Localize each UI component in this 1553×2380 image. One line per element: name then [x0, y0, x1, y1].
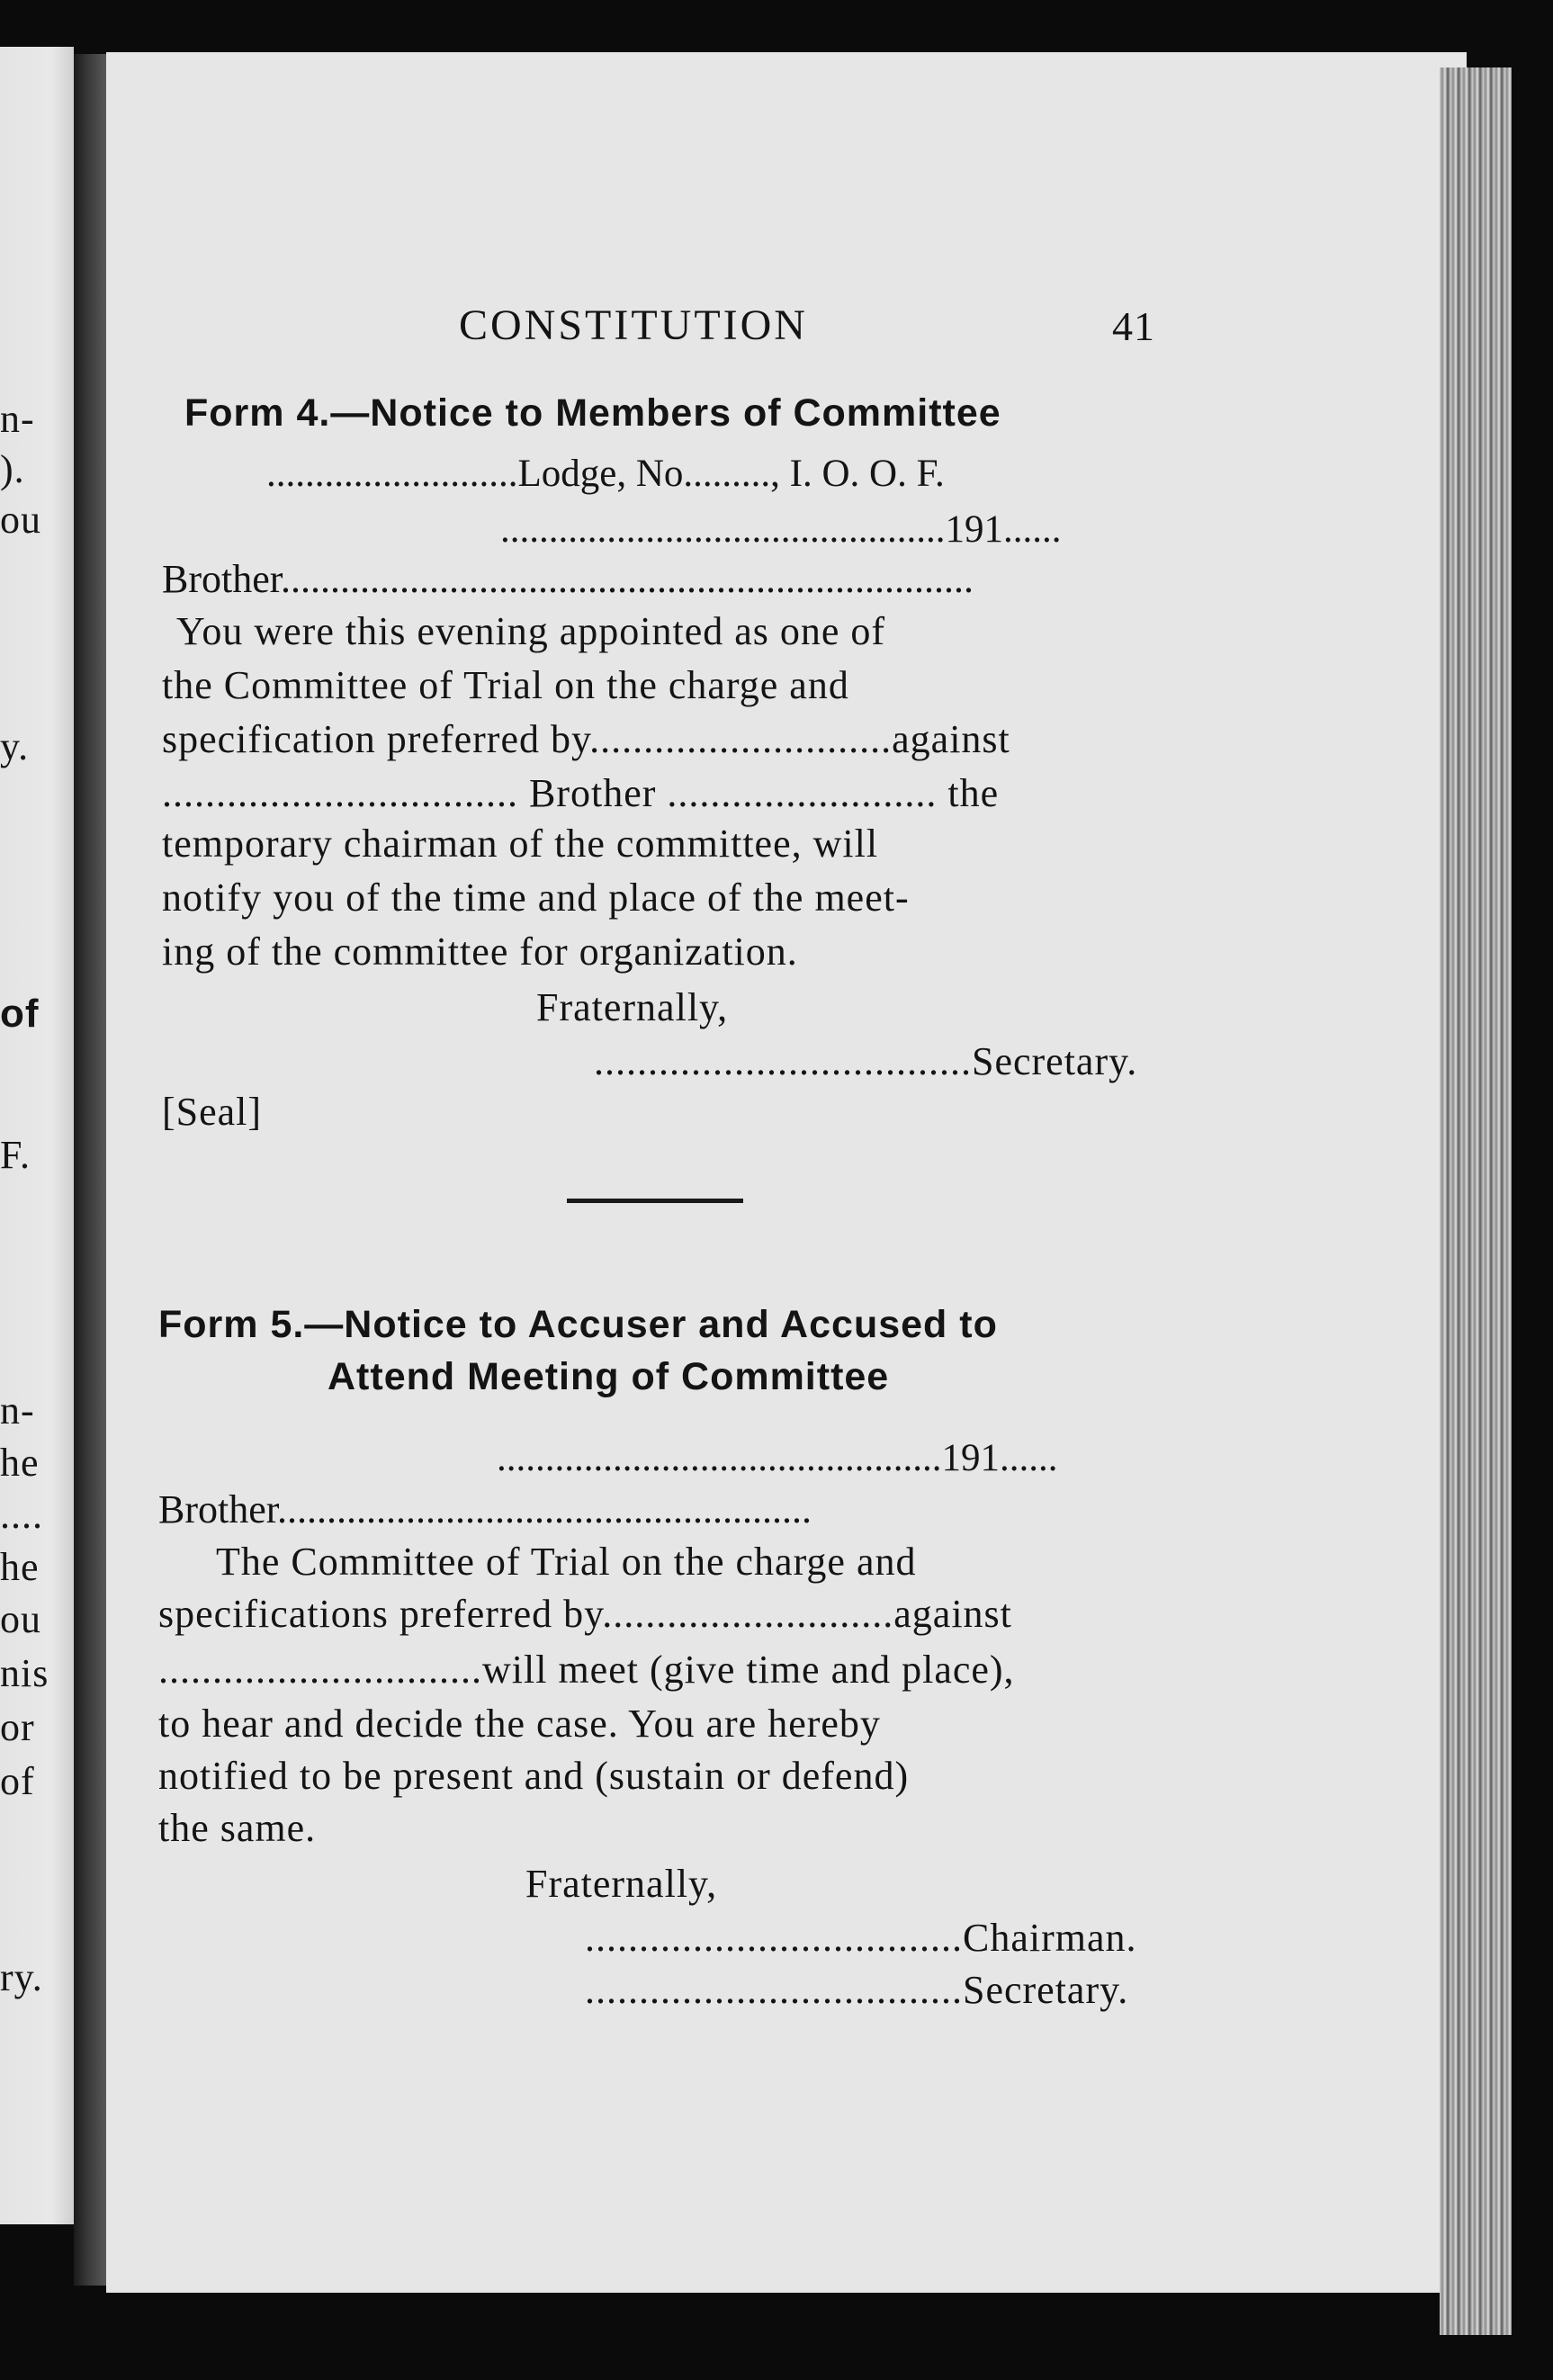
form5-body-line: specifications preferred by...........................against [158, 1592, 1012, 1636]
form4-seal: [Seal] [162, 1090, 263, 1134]
page-edge [1440, 67, 1512, 2335]
left-page-text: F. [0, 1133, 31, 1177]
left-page-text: of [0, 992, 40, 1036]
form5-body-line: notified to be present and (sustain or defend) [158, 1754, 910, 1798]
left-page-text: or [0, 1705, 35, 1749]
form5-body-line: to hear and decide the case. You are hereby [158, 1702, 881, 1746]
form4-lodge-line: ..........................Lodge, No........., I. O. O. F. [266, 453, 945, 495]
left-page-fragment [0, 47, 74, 2224]
form4-body-line: You were this evening appointed as one of [176, 609, 886, 653]
form5-body-line: the same. [158, 1806, 317, 1850]
left-page-text: n- [0, 1388, 35, 1432]
left-page-text: ou [0, 1597, 41, 1641]
left-page-text: y. [0, 724, 30, 768]
left-page-text: he [0, 1441, 40, 1485]
form5-body-line: The Committee of Trial on the charge and [216, 1540, 917, 1584]
left-page-text: nis [0, 1651, 49, 1695]
left-page-text: ). [0, 447, 25, 491]
form4-body-line: specification preferred by............................against [162, 717, 1010, 761]
form4-heading: Form 4.—Notice to Members of Committee [184, 391, 1001, 435]
form5-closing: Fraternally, [525, 1862, 718, 1906]
left-page-text: n- [0, 397, 35, 441]
form4-body-line: notify you of the time and place of the meet- [162, 876, 910, 920]
book-gutter [74, 54, 110, 2286]
running-head-title: CONSTITUTION [459, 301, 808, 349]
form5-salutation: Brother...................................................... [158, 1487, 812, 1531]
left-page-text: .... [0, 1493, 43, 1537]
form4-body-line: ing of the committee for organization. [162, 930, 798, 974]
form5-heading-line1: Form 5.—Notice to Accuser and Accused to [158, 1303, 998, 1346]
form5-signature-chairman: ...................................Chairman. [585, 1916, 1137, 1960]
page-edge-shadow [1512, 54, 1553, 2380]
form4-body-line: the Committee of Trial on the charge and [162, 663, 849, 707]
form4-body-line: ................................. Brother ......................... the [162, 771, 1000, 815]
page-number: 41 [1112, 303, 1155, 349]
form4-body-line: temporary chairman of the committee, will [162, 822, 879, 866]
form5-signature-secretary: ...................................Secretary. [585, 1968, 1129, 2012]
form5-body-line: ..............................will meet (give time and place), [158, 1648, 1015, 1692]
form5-heading-line2: Attend Meeting of Committee [328, 1355, 890, 1398]
left-page-text: of [0, 1759, 35, 1803]
section-divider [567, 1199, 743, 1203]
form4-closing: Fraternally, [536, 985, 729, 1029]
form4-salutation: Brother...................................................................... [162, 557, 974, 601]
left-page-text: he [0, 1545, 40, 1589]
form4-date-line: ..............................................191...... [500, 508, 1062, 551]
form5-date-line: ..............................................191...... [497, 1437, 1058, 1479]
left-page-text: ou [0, 498, 41, 542]
left-page-text: ry. [0, 1955, 43, 1999]
form4-signature-secretary: ...................................Secretary. [594, 1039, 1138, 1083]
